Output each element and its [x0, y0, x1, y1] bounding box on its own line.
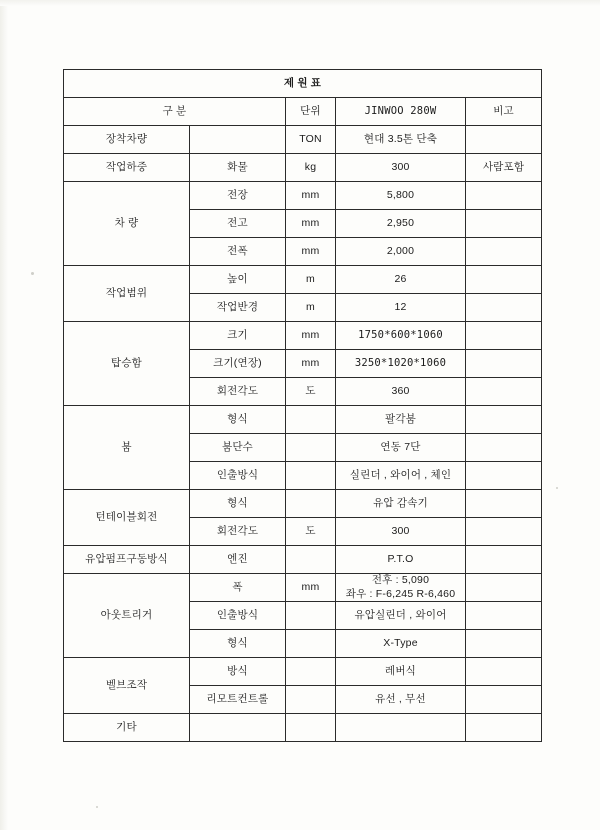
row-item: 형식	[190, 490, 286, 518]
row-label: 벨브조작	[64, 658, 190, 714]
row-item: 붐단수	[190, 434, 286, 462]
row-item: 형식	[190, 630, 286, 658]
row-value: 300	[336, 154, 466, 182]
row-label: 붐	[64, 406, 190, 490]
row-remark	[466, 294, 542, 322]
row-item: 화물	[190, 154, 286, 182]
row-value: 5,800	[336, 182, 466, 210]
row-remark	[466, 602, 542, 630]
row-unit	[286, 714, 336, 742]
page-title: 제 원 표	[64, 70, 542, 98]
row-unit: TON	[286, 126, 336, 154]
row-remark	[466, 238, 542, 266]
row-value: 12	[336, 294, 466, 322]
scan-speck	[31, 272, 34, 275]
row-unit: mm	[286, 322, 336, 350]
row-item	[190, 126, 286, 154]
row-remark: 사람포함	[466, 154, 542, 182]
table-row	[64, 126, 542, 154]
table-title-row	[64, 70, 542, 98]
row-item: 전장	[190, 182, 286, 210]
row-value	[336, 574, 466, 602]
row-item: 인출방식	[190, 462, 286, 490]
row-remark	[466, 126, 542, 154]
row-remark	[466, 266, 542, 294]
page-edge-shadow-left	[0, 0, 8, 830]
row-item: 엔진	[190, 546, 286, 574]
row-unit: mm	[286, 210, 336, 238]
table-row	[64, 266, 542, 294]
row-remark	[466, 210, 542, 238]
row-remark	[466, 686, 542, 714]
row-unit	[286, 630, 336, 658]
row-label: 기타	[64, 714, 190, 742]
row-remark	[466, 462, 542, 490]
row-item: 리모트컨트롤	[190, 686, 286, 714]
row-label: 작업범위	[64, 266, 190, 322]
row-item: 높이	[190, 266, 286, 294]
scan-speck	[96, 806, 98, 808]
row-unit	[286, 546, 336, 574]
row-label: 유압펌프구동방식	[64, 546, 190, 574]
row-label: 장착차량	[64, 126, 190, 154]
row-value-line-2: 좌우 : F-6,245 R-6,460	[345, 587, 456, 600]
row-remark	[466, 574, 542, 602]
row-unit	[286, 434, 336, 462]
row-value: 3250*1020*1060	[336, 350, 466, 378]
row-value: 레버식	[336, 658, 466, 686]
row-item: 크기	[190, 322, 286, 350]
table-row	[64, 406, 542, 434]
row-unit: kg	[286, 154, 336, 182]
table-row	[64, 182, 542, 210]
row-item: 인출방식	[190, 602, 286, 630]
row-item: 폭	[190, 574, 286, 602]
row-unit	[286, 602, 336, 630]
row-remark	[466, 322, 542, 350]
row-unit	[286, 658, 336, 686]
column-header-unit: 단위	[286, 98, 336, 126]
row-value: X-Type	[336, 630, 466, 658]
row-unit	[286, 462, 336, 490]
row-remark	[466, 518, 542, 546]
row-item: 전폭	[190, 238, 286, 266]
row-value: 실린더 , 와이어 , 체인	[336, 462, 466, 490]
row-label: 작업하중	[64, 154, 190, 182]
row-remark	[466, 182, 542, 210]
row-remark	[466, 378, 542, 406]
row-remark	[466, 434, 542, 462]
table-row	[64, 322, 542, 350]
row-item: 전고	[190, 210, 286, 238]
row-remark	[466, 714, 542, 742]
row-unit: 도	[286, 378, 336, 406]
row-label: 차 량	[64, 182, 190, 266]
row-item: 방식	[190, 658, 286, 686]
row-item: 형식	[190, 406, 286, 434]
row-item: 작업반경	[190, 294, 286, 322]
row-value: 2,000	[336, 238, 466, 266]
row-unit: m	[286, 294, 336, 322]
row-remark	[466, 630, 542, 658]
row-value: 유선 , 무선	[336, 686, 466, 714]
table-row	[64, 658, 542, 686]
row-item: 회전각도	[190, 378, 286, 406]
column-header-value: JINWOO 280W	[336, 98, 466, 126]
row-remark	[466, 490, 542, 518]
row-remark	[466, 546, 542, 574]
row-remark	[466, 658, 542, 686]
column-header-category: 구 분	[64, 98, 286, 126]
row-value: 1750*600*1060	[336, 322, 466, 350]
row-unit	[286, 490, 336, 518]
row-unit: mm	[286, 350, 336, 378]
row-value: P.T.O	[336, 546, 466, 574]
column-header-remark: 비고	[466, 98, 542, 126]
page-edge-shadow-top	[0, 0, 600, 6]
specification-table-container	[63, 69, 541, 742]
row-value: 2,950	[336, 210, 466, 238]
row-remark	[466, 350, 542, 378]
row-value: 유압 감속기	[336, 490, 466, 518]
row-value: 360	[336, 378, 466, 406]
row-unit: mm	[286, 182, 336, 210]
table-row	[64, 490, 542, 518]
row-value: 팔각붐	[336, 406, 466, 434]
row-label: 턴테이블회전	[64, 490, 190, 546]
row-label: 탑승함	[64, 322, 190, 406]
row-unit: 도	[286, 518, 336, 546]
row-unit: m	[286, 266, 336, 294]
row-item	[190, 714, 286, 742]
row-value: 유압실린더 , 와이어	[336, 602, 466, 630]
row-unit	[286, 686, 336, 714]
table-row	[64, 154, 542, 182]
row-unit: mm	[286, 574, 336, 602]
row-unit	[286, 406, 336, 434]
table-row	[64, 574, 542, 602]
table-header-row	[64, 98, 542, 126]
row-value: 연동 7단	[336, 434, 466, 462]
scan-speck	[556, 487, 558, 489]
row-value: 26	[336, 266, 466, 294]
row-value-line-1: 전후 : 5,090	[371, 574, 430, 587]
row-value: 현대 3.5톤 단축	[336, 126, 466, 154]
row-unit: mm	[286, 238, 336, 266]
row-label: 아웃트리거	[64, 574, 190, 658]
table-row	[64, 714, 542, 742]
table-row	[64, 546, 542, 574]
specification-table	[63, 69, 542, 742]
row-item: 크기(연장)	[190, 350, 286, 378]
row-value	[336, 714, 466, 742]
row-value: 300	[336, 518, 466, 546]
row-remark	[466, 406, 542, 434]
row-item: 회전각도	[190, 518, 286, 546]
